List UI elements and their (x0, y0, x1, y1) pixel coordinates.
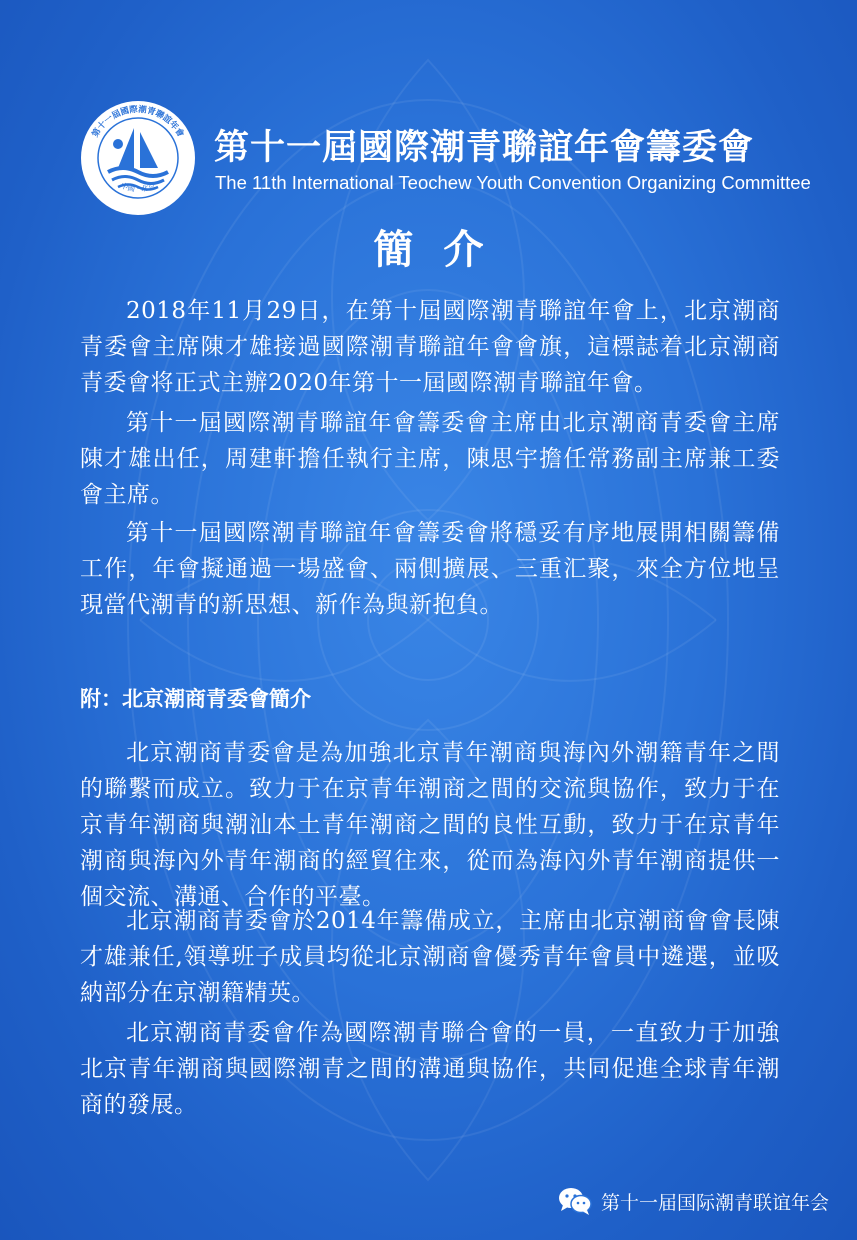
footer-account-name: 第十一届国际潮青联谊年会 (600, 1191, 829, 1214)
appendix-heading: 附：北京潮商青委會簡介 (80, 687, 311, 711)
committee-title: 第十一屆國際潮青聯誼年會籌委會 (214, 128, 755, 168)
section-title: 簡介 (373, 227, 514, 273)
committee-subtitle-english: The 11th International Teochew Youth Convention Organizing Committee (215, 172, 811, 193)
footer-account[interactable] (557, 1186, 829, 1216)
logo-ring-text-bottom: 中國 · 北京 (119, 180, 157, 194)
logo-ring-text-top: 第十一屆國際潮青聯誼年會 (90, 104, 186, 140)
header (78, 98, 811, 220)
appendix-paragraph-2: 北京潮商青委會於2014年籌備成立，主席由北京潮商會會長陳才雄兼任,領導班子成員均從北京潮商會優秀青年會員中遴選，並吸納部分在京潮籍精英。 (80, 908, 780, 1006)
wechat-icon (557, 1186, 593, 1216)
intro-paragraph-1: 2018年11月29日，在第十屆國際潮青聯誼年會上，北京潮商青委會主席陳才雄接過國際潮青聯誼年會會旗，這標誌着北京潮商青委會将正式主辦2020年第十一屆國際潮青聯誼年會。 (80, 298, 780, 396)
intro-paragraph-2: 第十一屆國際潮青聯誼年會籌委會主席由北京潮商青委會主席陳才雄出任，周建軒擔任執行主席，陳思宇擔任常務副主席兼工委會主席。 (80, 410, 780, 508)
appendix-paragraph-3: 北京潮商青委會作為國際潮青聯合會的一員，一直致力于加強北京青年潮商與國際潮青之間的溝通與協作，共同促進全球青年潮商的發展。 (80, 1020, 780, 1118)
committee-logo (78, 98, 198, 218)
appendix-paragraph-1: 北京潮商青委會是為加強北京青年潮商與海內外潮籍青年之間的聯繫而成立。致力于在京青年潮商之間的交流與協作，致力于在京青年潮商與潮汕本土青年潮商之間的良性互動，致力于在京青年潮商與海內外青年潮商的經貿往來，從而為海內外青年潮商提供一個交流、溝通、合作的平臺。 (80, 740, 780, 910)
intro-paragraph-3: 第十一屆國際潮青聯誼年會籌委會將穩妥有序地展開相關籌備工作，年會擬通過一場盛會、兩側擴展、三重汇聚，來全方位地呈現當代潮青的新思想、新作為與新抱負。 (80, 520, 780, 618)
